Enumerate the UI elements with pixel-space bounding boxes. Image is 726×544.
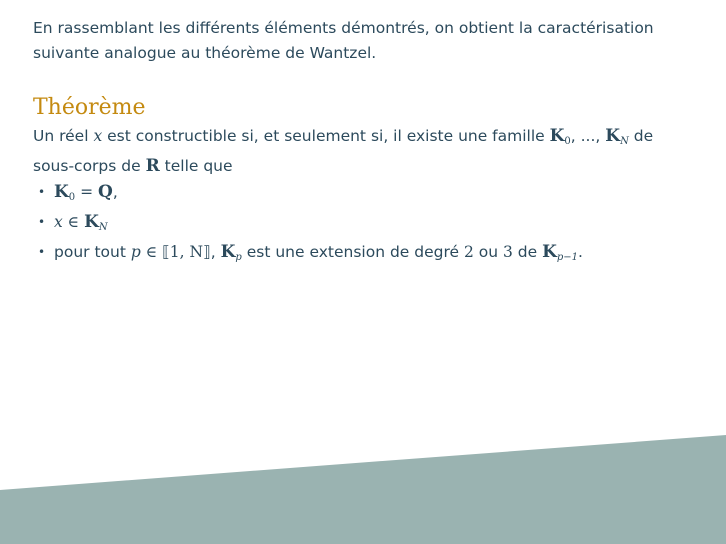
variable-p: p (130, 243, 141, 261)
bullet-icon: • (38, 215, 46, 229)
comma: , (210, 243, 221, 261)
theorem-statement (33, 124, 693, 179)
item-text-de: de (512, 243, 543, 261)
variable-x: x (93, 127, 103, 145)
item-text-2: est une extension de degré (241, 243, 464, 261)
list-item (33, 207, 693, 237)
degree-two: 2 (463, 243, 474, 261)
element-of-sign: ∈ (140, 243, 163, 261)
list-item (33, 237, 693, 267)
element-of-sign: ∈ (62, 213, 85, 231)
field-r: R (145, 156, 160, 176)
band-shape (0, 435, 726, 544)
field-k-prev: K (542, 242, 557, 262)
condition-list (33, 177, 693, 267)
item-text-or: ou (473, 243, 503, 261)
subscript-p: p (235, 252, 242, 263)
intro-paragraph: En rassemblant les différents éléments démontrés, on obtient la caractérisation suivante analogue au théorème de Wantzel. (33, 19, 654, 62)
subscript-n: N (98, 222, 108, 233)
statement-text-1: Un réel (33, 127, 94, 145)
statement-text-2: est constructible si, et seulement si, il existe une famille (102, 127, 550, 145)
subscript-n: N (620, 136, 629, 147)
subscript-0: 0 (564, 136, 571, 147)
field-k-n: K (605, 126, 621, 146)
statement-text-4: telle que (159, 157, 233, 175)
list-item (33, 177, 693, 207)
punctuation: . (578, 243, 583, 261)
degree-three: 3 (503, 243, 513, 261)
subscript-p-minus-1: p−1 (556, 252, 579, 263)
punctuation: , (112, 183, 118, 201)
variable-x: x (54, 213, 63, 231)
theorem-title: Théorème (33, 95, 146, 120)
subscript-0: 0 (68, 192, 76, 203)
field-k: K (549, 126, 565, 146)
statement-text-3: de sous-corps de (33, 127, 654, 175)
field-k: K (54, 182, 69, 202)
bullet-icon: • (38, 245, 46, 259)
field-k: K (220, 242, 236, 262)
bullet-icon: • (38, 185, 46, 199)
equals-sign: = (75, 183, 98, 201)
field-q: Q (98, 182, 113, 202)
item-text-1: pour tout (54, 243, 131, 261)
field-k: K (84, 212, 99, 232)
ellipsis-separator: , ..., (570, 127, 606, 145)
integer-range: ⟦1, N⟧ (162, 243, 211, 261)
